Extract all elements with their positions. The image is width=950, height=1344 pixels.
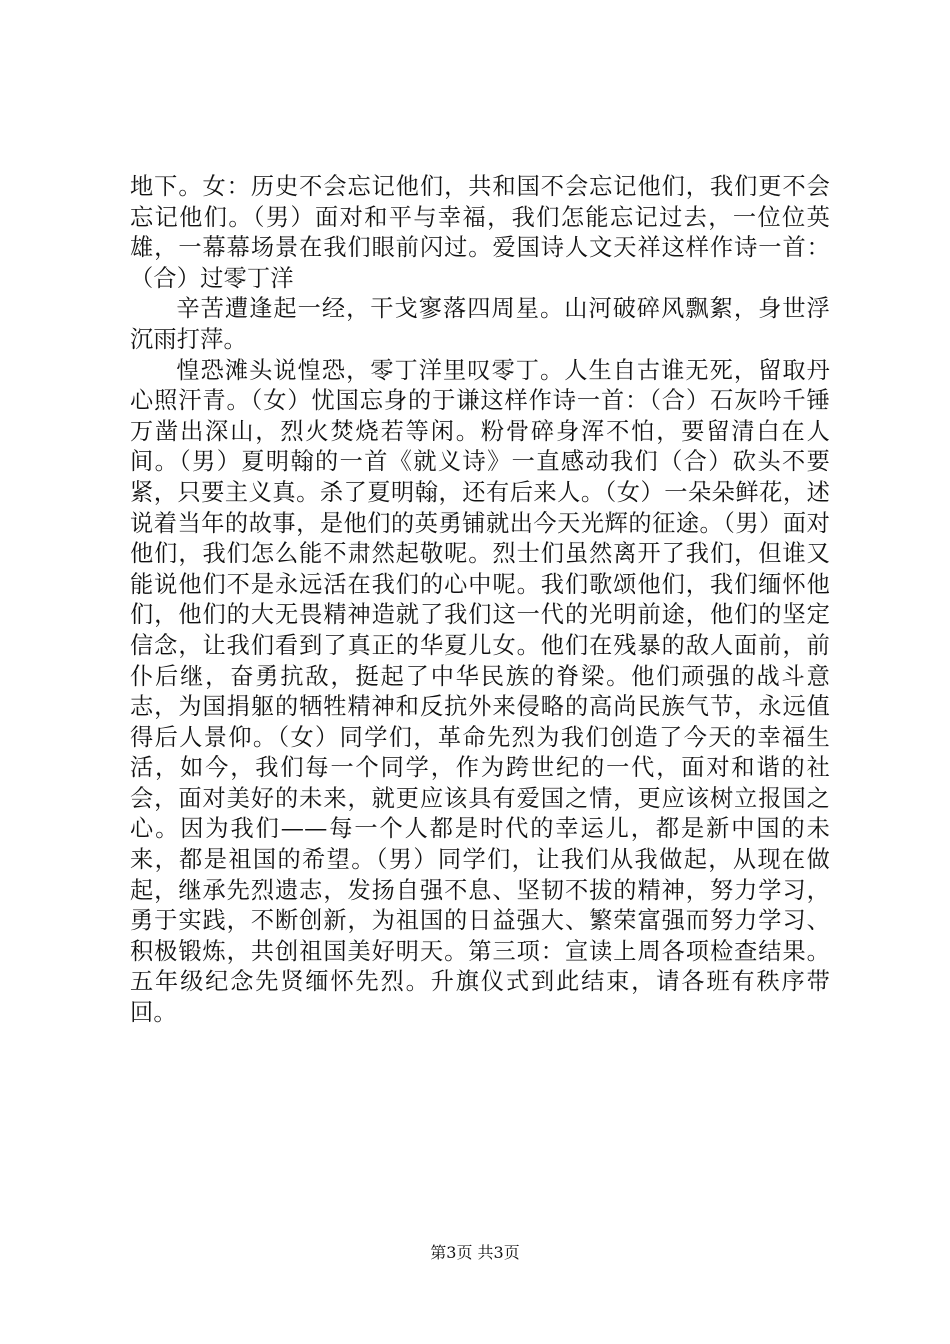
paragraph-1: 地下。女：历史不会忘记他们，共和国不会忘记他们，我们更不会忘记他们。（男）面对和平与幸福，我们怎能忘记过去，一位位英雄，一幕幕场景在我们眼前闪过。爱国诗人文天祥这样作诗一首：（合）过零丁洋: [130, 173, 830, 292]
page-number-label: 第3页 共3页: [430, 1243, 520, 1262]
document-body: [130, 172, 830, 1029]
paragraph-2: 辛苦遭逢起一经，干戈寥落四周星。山河破碎风飘絮，身世浮沉雨打萍。: [130, 295, 830, 353]
paragraph-3: 惶恐滩头说惶恐，零丁洋里叹零丁。人生自古谁无死，留取丹心照汗青。（女）忧国忘身的于谦这样作诗一首：（合）石灰吟千锤万凿出深山，烈火焚烧若等闲。粉骨碎身浑不怕，要留清白在人间。（男）夏明翰的一首《就义诗》一直感动我们（合）砍头不要紧，只要主义真。杀了夏明翰，还有后来人。（女）一朵朵鲜花，述说着当年的故事，是他们的英勇铺就出今天光辉的征途。（男）面对他们，我们怎么能不肃然起敬呢。烈士们虽然离开了我们，但谁又能说他们不是永远活在我们的心中呢。我们歌颂他们，我们缅怀他们，他们的大无畏精神造就了我们这一代的光明前途，他们的坚定信念，让我们看到了真正的华夏儿女。他们在残暴的敌人面前，前仆后继，奋勇抗敌，挺起了中华民族的脊梁。他们顽强的战斗意志，为国捐躯的牺牲精神和反抗外来侵略的高尚民族气节，永远值得后人景仰。（女）同学们，革命先烈为我们创造了今天的幸福生活，如今，我们每一个同学，作为跨世纪的一代，面对和谐的社会，面对美好的未来，就更应该具有爱国之情，更应该树立报国之心。因为我们——每一个人都是时代的幸运儿，都是新中国的未来，都是祖国的希望。（男）同学们，让我们从我做起，从现在做起，继承先烈遗志，发扬自强不息、坚韧不拔的精神，努力学习，勇于实践，不断创新，为祖国的日益强大、繁荣富强而努力学习、积极锻炼，共创祖国美好明天。第三项：宣读上周各项检查结果。五年级纪念先贤缅怀先烈。升旗仪式到此结束，请各班有秩序带回。: [130, 356, 830, 1027]
page-footer: [0, 1243, 950, 1263]
